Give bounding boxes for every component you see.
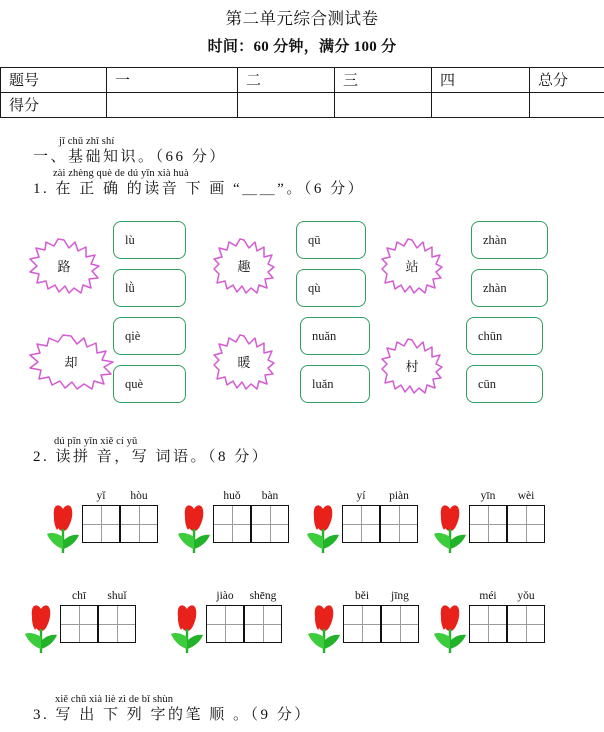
- pinyin-option-box[interactable]: luǎn: [300, 365, 370, 403]
- burst-char-label: 村: [405, 358, 419, 374]
- question-3-pinyin: xiě chū xià liè zì de bǐ shùn: [55, 694, 174, 705]
- tulip-icon: [304, 503, 342, 560]
- tulip-icon: [22, 603, 60, 660]
- burst-char-label: 站: [405, 258, 419, 274]
- table-cell-header-3: 三: [335, 67, 432, 92]
- question-1-heading: [33, 168, 366, 198]
- section-one-heading: [33, 136, 227, 166]
- burst-char-lu[interactable]: [28, 238, 100, 294]
- writing-cell[interactable]: [507, 505, 545, 543]
- writing-cell[interactable]: [343, 605, 381, 643]
- table-row: [1, 67, 604, 92]
- section-one-pinyin: jī chǔ zhī shí: [59, 136, 115, 147]
- word-grid-group[interactable]: [342, 490, 418, 543]
- writing-cell[interactable]: [469, 505, 507, 543]
- question-2-label: 2. 读拼 音，写 词语。（8 分）: [33, 449, 270, 465]
- pinyin-option-box[interactable]: qù: [296, 269, 366, 307]
- word-pinyin-syllable: yǐ: [96, 490, 106, 502]
- tulip-icon: [305, 603, 343, 660]
- question-2-heading: [33, 436, 270, 466]
- writing-cell[interactable]: [380, 505, 418, 543]
- table-cell-score-total[interactable]: [530, 92, 604, 117]
- word-pinyin-syllable: yǒu: [517, 590, 535, 602]
- writing-cell[interactable]: [60, 605, 98, 643]
- pinyin-option-box[interactable]: chūn: [466, 317, 543, 355]
- tulip-icon: [431, 503, 469, 560]
- question-1-pinyin: zài zhèng què de dú yīn xià huà: [53, 168, 189, 179]
- table-cell-header-total: 总分: [530, 67, 604, 92]
- table-cell-score-label: 得分: [1, 92, 107, 117]
- writing-cell[interactable]: [469, 605, 507, 643]
- word-pinyin-syllable: shēng: [249, 590, 277, 602]
- writing-cell[interactable]: [244, 605, 282, 643]
- section-one-label: 一、基础知识。（66 分）: [33, 149, 227, 165]
- table-cell-score-1[interactable]: [107, 92, 238, 117]
- question-3-label: 3. 写 出 下 列 字的笔 顺 。（9 分）: [33, 707, 312, 723]
- tulip-icon: [168, 603, 206, 660]
- pinyin-option-box[interactable]: qiè: [113, 317, 186, 355]
- word-grid-group[interactable]: [343, 590, 419, 643]
- table-cell-header-label: 题号: [1, 67, 107, 92]
- word-pinyin-syllable: jīng: [391, 590, 409, 602]
- word-grid-group[interactable]: [469, 590, 545, 643]
- word-grid-group[interactable]: [60, 590, 136, 643]
- writing-cell[interactable]: [342, 505, 380, 543]
- burst-char-qu[interactable]: [213, 238, 275, 294]
- tulip-icon: [431, 603, 469, 660]
- word-pinyin-syllable: hòu: [130, 490, 148, 502]
- burst-char-label: 却: [64, 354, 78, 370]
- tulip-icon: [175, 503, 213, 560]
- word-pinyin-syllable: wèi: [517, 490, 535, 502]
- question-3-heading: [33, 694, 312, 724]
- writing-cell[interactable]: [98, 605, 136, 643]
- word-pinyin-syllable: běi: [354, 590, 370, 602]
- table-cell-score-4[interactable]: [432, 92, 530, 117]
- word-grid-group[interactable]: [213, 490, 289, 543]
- page-subtitle: 时间：60 分钟，满分 100 分: [207, 38, 397, 55]
- table-cell-header-2: 二: [238, 67, 335, 92]
- word-pinyin-syllable: shuǐ: [107, 590, 127, 602]
- pinyin-option-box[interactable]: qū: [296, 221, 366, 259]
- word-grid-group[interactable]: [82, 490, 158, 543]
- word-pinyin-syllable: jiào: [216, 590, 234, 602]
- writing-cell[interactable]: [381, 605, 419, 643]
- pinyin-option-box[interactable]: què: [113, 365, 186, 403]
- page-title: 第二单元综合测试卷: [225, 9, 379, 28]
- table-cell-header-1: 一: [107, 67, 238, 92]
- pinyin-option-box[interactable]: lù: [113, 221, 186, 259]
- table-row: [1, 92, 604, 117]
- burst-char-nuan[interactable]: [213, 334, 275, 390]
- word-pinyin-syllable: yí: [356, 490, 366, 502]
- word-pinyin-syllable: méi: [479, 590, 497, 602]
- burst-char-que[interactable]: [28, 334, 114, 390]
- question-2-pinyin: dú pīn yīn xiě cí yǔ: [54, 436, 138, 447]
- pinyin-option-box[interactable]: zhàn: [471, 221, 548, 259]
- writing-cell[interactable]: [206, 605, 244, 643]
- word-grid-group[interactable]: [469, 490, 545, 543]
- burst-char-cun[interactable]: [381, 338, 443, 394]
- writing-cell[interactable]: [251, 505, 289, 543]
- burst-char-zhan[interactable]: [381, 238, 443, 294]
- pinyin-option-box[interactable]: lǜ: [113, 269, 186, 307]
- word-pinyin-syllable: chī: [71, 590, 87, 602]
- table-cell-score-3[interactable]: [335, 92, 432, 117]
- burst-char-label: 趣: [237, 258, 251, 274]
- table-cell-score-2[interactable]: [238, 92, 335, 117]
- word-pinyin-syllable: yīn: [480, 490, 496, 502]
- burst-char-label: 暖: [237, 354, 251, 370]
- writing-cell[interactable]: [213, 505, 251, 543]
- writing-cell[interactable]: [507, 605, 545, 643]
- pinyin-option-box[interactable]: nuǎn: [300, 317, 370, 355]
- word-pinyin-syllable: piàn: [389, 490, 409, 502]
- pinyin-option-box[interactable]: cūn: [466, 365, 543, 403]
- pinyin-option-box[interactable]: zhàn: [471, 269, 548, 307]
- word-pinyin-syllable: huǒ: [223, 490, 241, 502]
- word-grid-group[interactable]: [206, 590, 282, 643]
- question-1-label: 1. 在 正 确 的读音 下 画 “＿＿”。（6 分）: [33, 181, 366, 197]
- table-cell-header-4: 四: [432, 67, 530, 92]
- word-pinyin-syllable: bàn: [261, 490, 279, 502]
- writing-cell[interactable]: [82, 505, 120, 543]
- burst-char-label: 路: [57, 258, 71, 274]
- writing-cell[interactable]: [120, 505, 158, 543]
- tulip-icon: [44, 503, 82, 560]
- score-table: [0, 67, 604, 118]
